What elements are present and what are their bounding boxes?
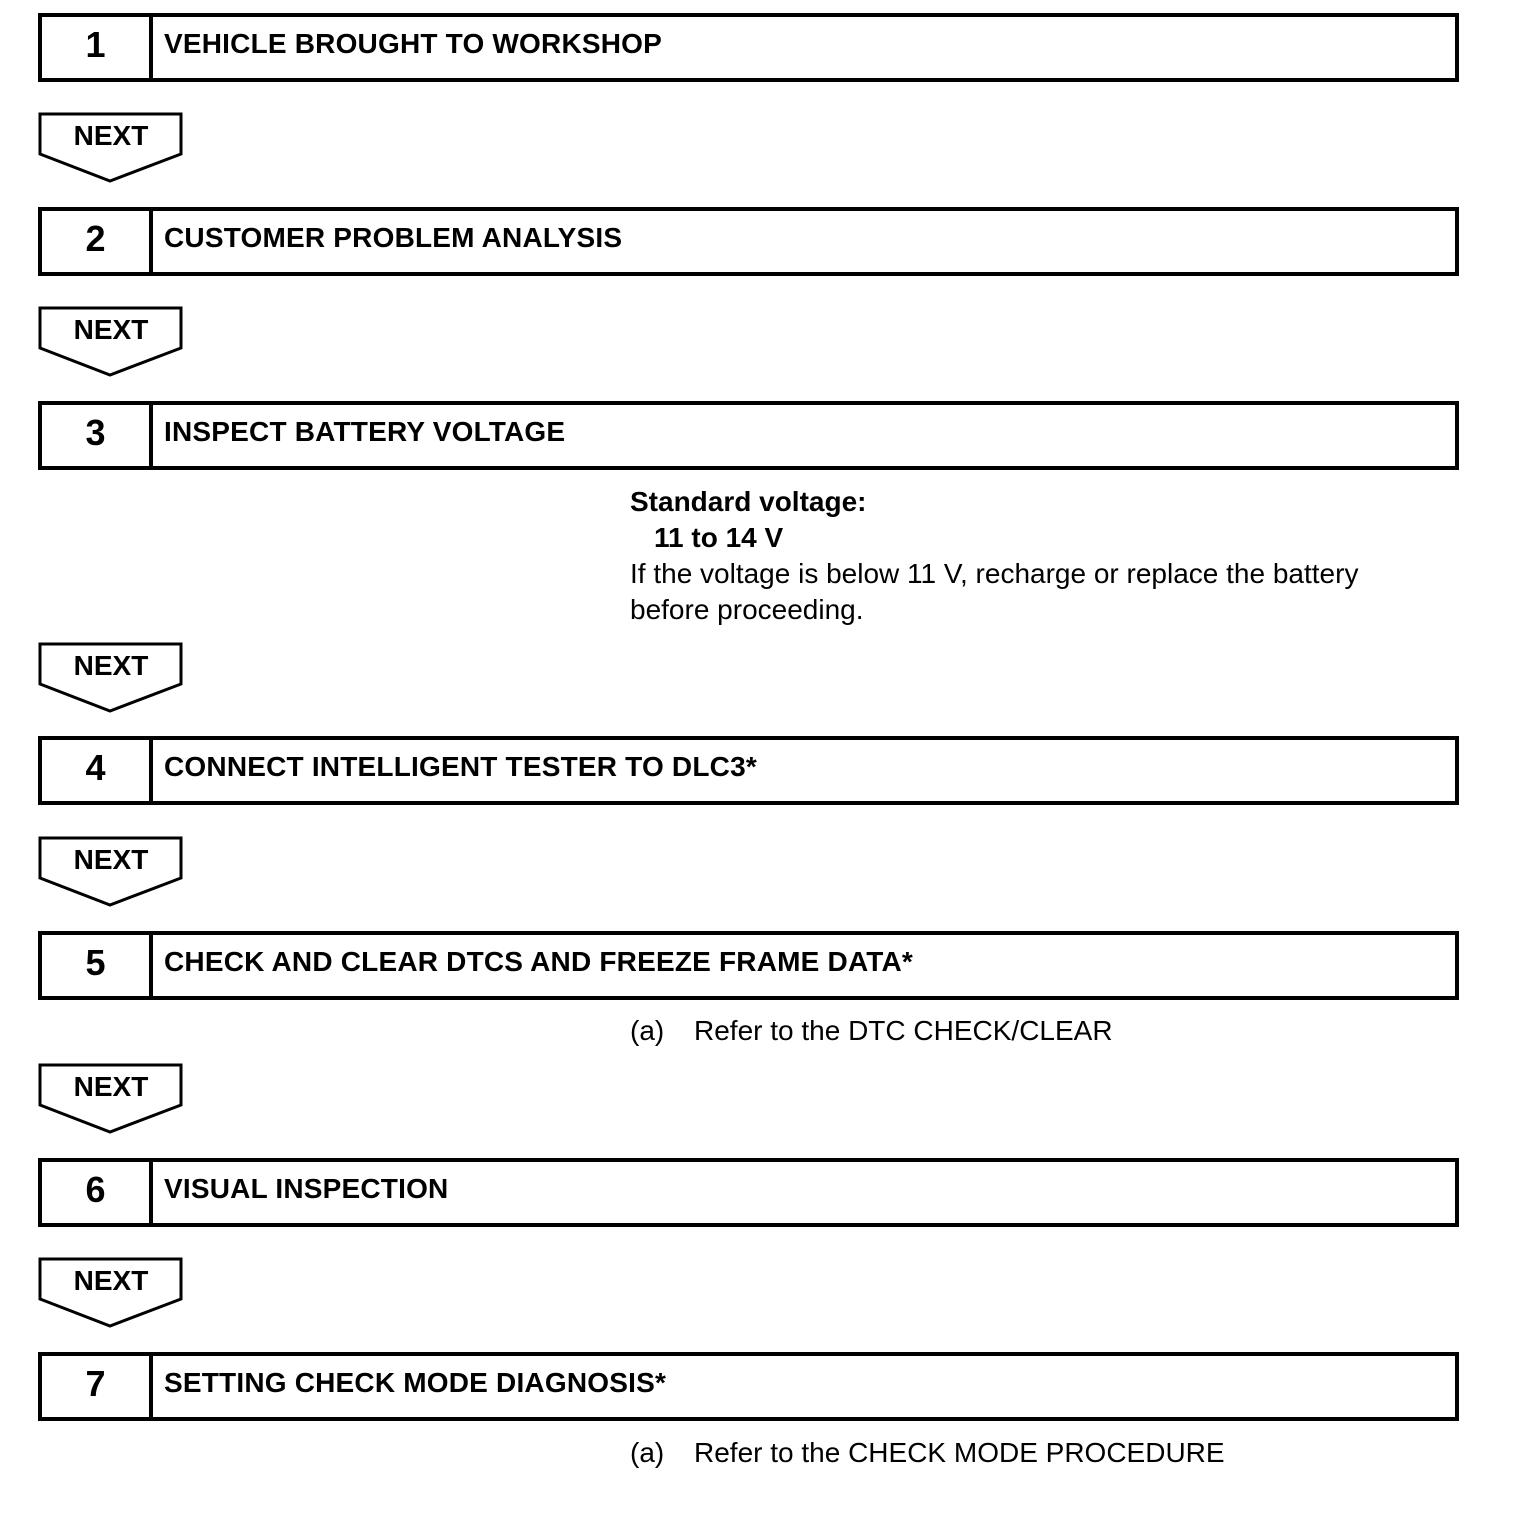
step-title: CHECK AND CLEAR DTCS AND FREEZE FRAME DATA* bbox=[164, 945, 914, 977]
next-label: NEXT bbox=[73, 314, 149, 345]
voltage-instruction-line-1: If the voltage is below 11 V, recharge or replace the battery bbox=[630, 558, 1359, 589]
next-label: NEXT bbox=[73, 1265, 149, 1296]
step-number: 1 bbox=[42, 17, 153, 78]
next-arrow-3 bbox=[38, 642, 184, 714]
reference-marker: (a) bbox=[630, 1437, 665, 1468]
next-label: NEXT bbox=[73, 650, 149, 681]
step-title: CONNECT INTELLIGENT TESTER TO DLC3* bbox=[164, 750, 757, 782]
reference-marker: (a) bbox=[630, 1015, 665, 1046]
step-6-box bbox=[38, 1158, 1459, 1227]
step-2-box bbox=[38, 207, 1459, 276]
step-3-box bbox=[38, 401, 1459, 470]
next-label: NEXT bbox=[73, 844, 149, 875]
standard-voltage-value: 11 to 14 V bbox=[654, 522, 784, 553]
next-arrow-6 bbox=[38, 1257, 184, 1329]
step-title: SETTING CHECK MODE DIAGNOSIS* bbox=[164, 1366, 667, 1398]
next-label: NEXT bbox=[73, 120, 149, 151]
reference-text: Refer to the CHECK MODE PROCEDURE bbox=[694, 1437, 1225, 1468]
step-title: VEHICLE BROUGHT TO WORKSHOP bbox=[164, 27, 663, 59]
battery-voltage-note bbox=[630, 484, 1358, 628]
step-number: 3 bbox=[42, 405, 153, 466]
check-mode-reference bbox=[630, 1435, 1225, 1471]
step-1-box bbox=[38, 13, 1459, 82]
standard-voltage-heading: Standard voltage: bbox=[630, 486, 867, 517]
reference-text: Refer to the DTC CHECK/CLEAR bbox=[694, 1015, 1113, 1046]
step-number: 2 bbox=[42, 211, 153, 272]
step-number: 5 bbox=[42, 935, 153, 996]
next-label: NEXT bbox=[73, 1071, 149, 1102]
next-arrow-5 bbox=[38, 1063, 184, 1135]
step-number: 6 bbox=[42, 1162, 153, 1223]
step-number: 7 bbox=[42, 1356, 153, 1417]
step-title: CUSTOMER PROBLEM ANALYSIS bbox=[164, 221, 623, 253]
step-4-box bbox=[38, 736, 1459, 805]
next-arrow-2 bbox=[38, 306, 184, 378]
step-title: INSPECT BATTERY VOLTAGE bbox=[164, 415, 566, 447]
step-title: VISUAL INSPECTION bbox=[164, 1172, 449, 1204]
step-7-box bbox=[38, 1352, 1459, 1421]
dtc-check-reference bbox=[630, 1013, 1113, 1049]
step-5-box bbox=[38, 931, 1459, 1000]
step-number: 4 bbox=[42, 740, 153, 801]
next-arrow-1 bbox=[38, 112, 184, 184]
voltage-instruction-line-2: before proceeding. bbox=[630, 594, 864, 625]
next-arrow-4 bbox=[38, 836, 184, 908]
